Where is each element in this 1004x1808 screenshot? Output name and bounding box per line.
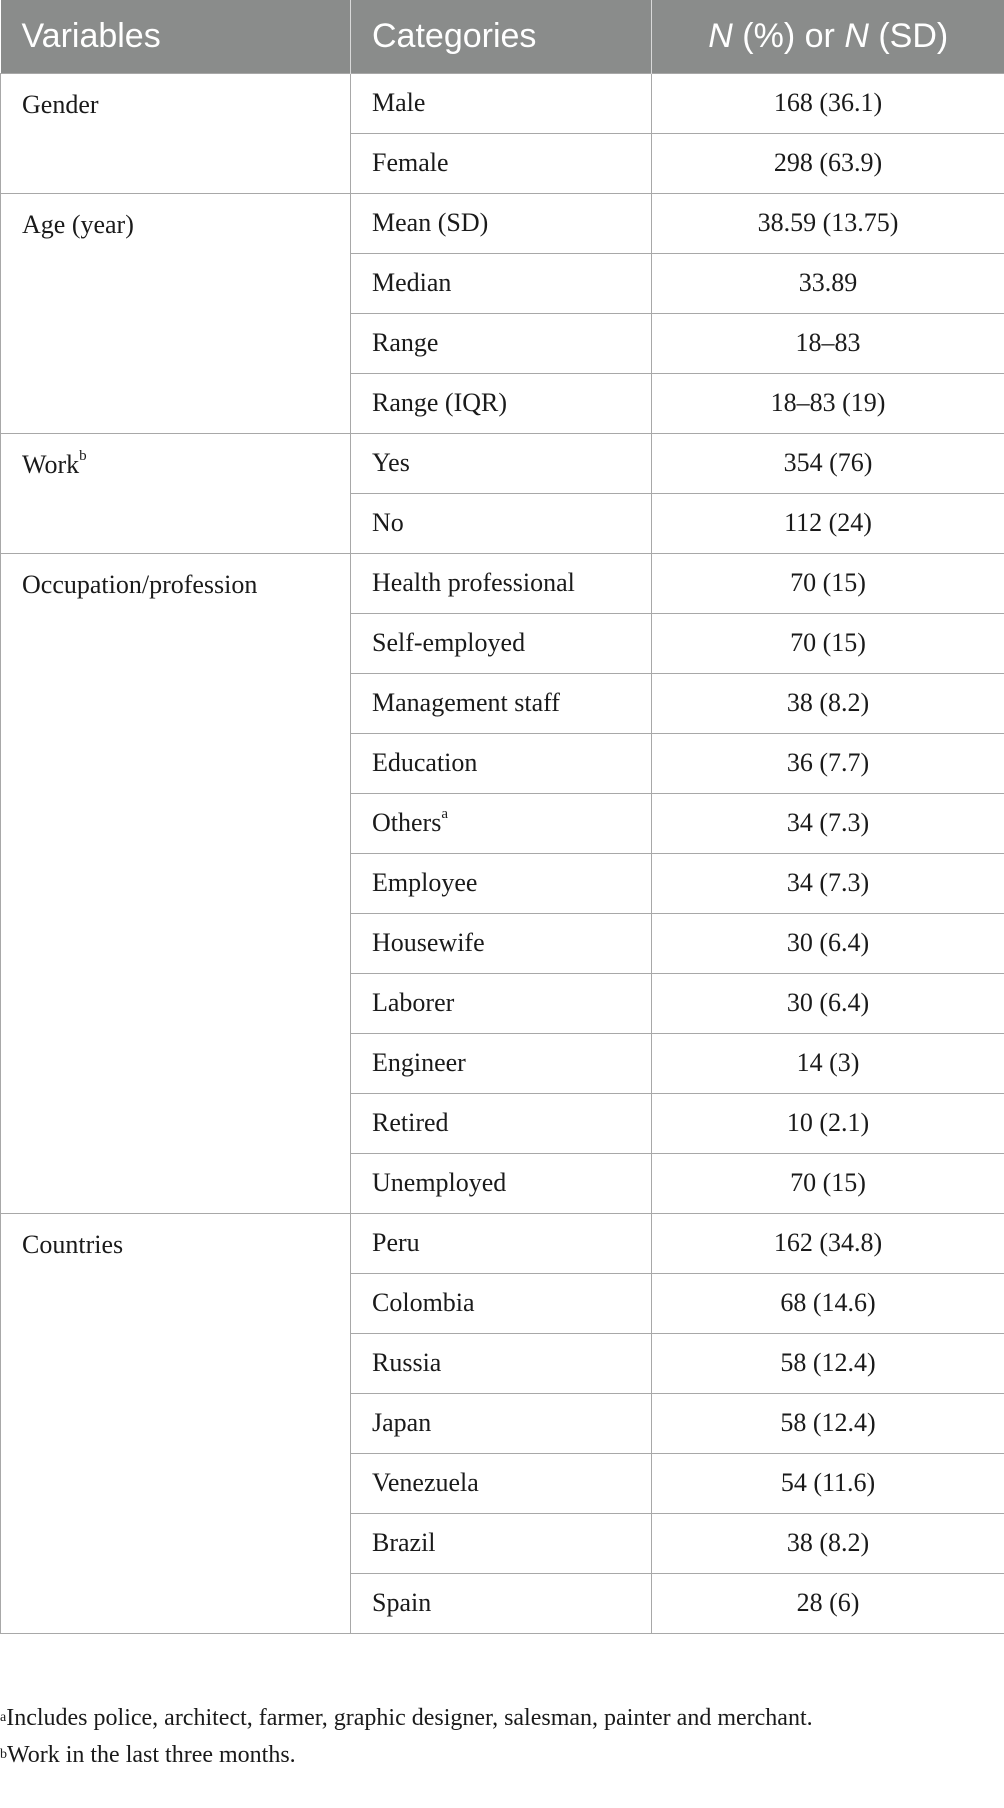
category-cell xyxy=(351,1333,652,1393)
value-cell: 58 (12.4) xyxy=(652,1393,1004,1453)
category-label: Male xyxy=(372,88,426,117)
category-cell xyxy=(351,733,652,793)
value-cell: 34 (7.3) xyxy=(652,793,1004,853)
category-label: Laborer xyxy=(372,988,455,1017)
footnote xyxy=(0,1737,1004,1774)
footnote-text: Includes police, architect, farmer, graphic designer, salesman, painter and merchant. xyxy=(6,1705,813,1731)
table-row xyxy=(1,193,1004,253)
variable-label: Countries xyxy=(22,1229,124,1259)
category-label: Education xyxy=(372,748,478,777)
value-cell: 162 (34.8) xyxy=(652,1213,1004,1273)
category-label: Health professional xyxy=(372,568,575,597)
category-cell xyxy=(351,1393,652,1453)
value-cell: 70 (15) xyxy=(652,613,1004,673)
category-label: Range (IQR) xyxy=(372,388,508,417)
category-label: Engineer xyxy=(372,1048,466,1077)
category-label: Others xyxy=(372,808,442,837)
value-cell: 68 (14.6) xyxy=(652,1273,1004,1333)
category-label: Median xyxy=(372,268,452,297)
value-cell: 38 (8.2) xyxy=(652,673,1004,733)
header-n-1: N xyxy=(708,16,733,55)
variable-label: Gender xyxy=(22,89,99,119)
variable-label: Occupation/profession xyxy=(22,569,258,599)
category-label: Peru xyxy=(372,1228,420,1257)
category-cell xyxy=(351,253,652,313)
value-cell: 70 (15) xyxy=(652,553,1004,613)
footnote xyxy=(0,1700,1004,1737)
header-categories: Categories xyxy=(351,0,652,73)
header-row xyxy=(1,0,1004,73)
variable-cell xyxy=(1,433,351,553)
table-row xyxy=(1,1213,1004,1273)
table-body xyxy=(1,73,1004,1633)
variable-cell xyxy=(1,193,351,433)
category-label: Unemployed xyxy=(372,1168,507,1197)
category-label: Spain xyxy=(372,1588,432,1617)
table-row xyxy=(1,553,1004,613)
category-label: Colombia xyxy=(372,1288,475,1317)
variable-label: Work xyxy=(22,449,80,479)
header-pct-or: (%) or xyxy=(732,16,845,55)
footnotes xyxy=(0,1700,1004,1774)
header-sd: (SD) xyxy=(868,16,949,55)
category-label: Russia xyxy=(372,1348,442,1377)
category-cell xyxy=(351,433,652,493)
value-cell: 168 (36.1) xyxy=(652,73,1004,133)
footnote-text: Work in the last three months. xyxy=(7,1742,296,1768)
value-cell: 54 (11.6) xyxy=(652,1453,1004,1513)
value-cell: 38.59 (13.75) xyxy=(652,193,1004,253)
value-cell: 33.89 xyxy=(652,253,1004,313)
category-label: Employee xyxy=(372,868,478,897)
footnote-mark: a xyxy=(0,1710,7,1725)
category-label: Range xyxy=(372,328,439,357)
variable-label: Age (year) xyxy=(22,209,134,239)
category-cell xyxy=(351,853,652,913)
category-label: Management staff xyxy=(372,688,560,717)
header-values xyxy=(652,0,1004,73)
category-label: Japan xyxy=(372,1408,432,1437)
value-cell: 38 (8.2) xyxy=(652,1513,1004,1573)
value-cell: 34 (7.3) xyxy=(652,853,1004,913)
value-cell: 298 (63.9) xyxy=(652,133,1004,193)
value-cell: 36 (7.7) xyxy=(652,733,1004,793)
category-label: Mean (SD) xyxy=(372,208,489,237)
value-cell: 18–83 xyxy=(652,313,1004,373)
category-cell xyxy=(351,73,652,133)
header-n-2: N xyxy=(844,16,869,55)
value-cell: 70 (15) xyxy=(652,1153,1004,1213)
category-label: Self-employed xyxy=(372,628,526,657)
value-cell: 10 (2.1) xyxy=(652,1093,1004,1153)
value-cell: 30 (6.4) xyxy=(652,973,1004,1033)
category-cell xyxy=(351,193,652,253)
category-label: Brazil xyxy=(372,1528,436,1557)
header-variables: Variables xyxy=(1,0,351,73)
category-cell xyxy=(351,1033,652,1093)
footnote-mark: b xyxy=(0,1747,7,1762)
value-cell: 58 (12.4) xyxy=(652,1333,1004,1393)
category-cell xyxy=(351,1093,652,1153)
category-cell xyxy=(351,1513,652,1573)
category-cell xyxy=(351,913,652,973)
table-header xyxy=(1,0,1004,73)
category-cell xyxy=(351,313,652,373)
value-cell: 30 (6.4) xyxy=(652,913,1004,973)
category-label: Yes xyxy=(372,448,410,477)
category-cell xyxy=(351,493,652,553)
category-label: No xyxy=(372,508,404,537)
category-cell xyxy=(351,973,652,1033)
category-cell xyxy=(351,1153,652,1213)
variable-cell xyxy=(1,1213,351,1633)
category-label: Retired xyxy=(372,1108,449,1137)
value-cell: 112 (24) xyxy=(652,493,1004,553)
table-row xyxy=(1,73,1004,133)
table-row xyxy=(1,433,1004,493)
category-cell xyxy=(351,1213,652,1273)
variable-cell xyxy=(1,73,351,193)
category-cell xyxy=(351,613,652,673)
value-cell: 354 (76) xyxy=(652,433,1004,493)
category-label: Female xyxy=(372,148,449,177)
category-cell xyxy=(351,1573,652,1633)
variable-cell xyxy=(1,553,351,1213)
category-cell xyxy=(351,673,652,733)
value-cell: 14 (3) xyxy=(652,1033,1004,1093)
footnote-marker: a xyxy=(441,806,448,822)
category-label: Venezuela xyxy=(372,1468,479,1497)
value-cell: 18–83 (19) xyxy=(652,373,1004,433)
footnote-marker: b xyxy=(79,447,87,464)
category-cell xyxy=(351,133,652,193)
category-cell xyxy=(351,1453,652,1513)
category-cell xyxy=(351,1273,652,1333)
value-cell: 28 (6) xyxy=(652,1573,1004,1633)
category-cell xyxy=(351,553,652,613)
category-cell xyxy=(351,793,652,853)
category-label: Housewife xyxy=(372,928,485,957)
category-cell xyxy=(351,373,652,433)
